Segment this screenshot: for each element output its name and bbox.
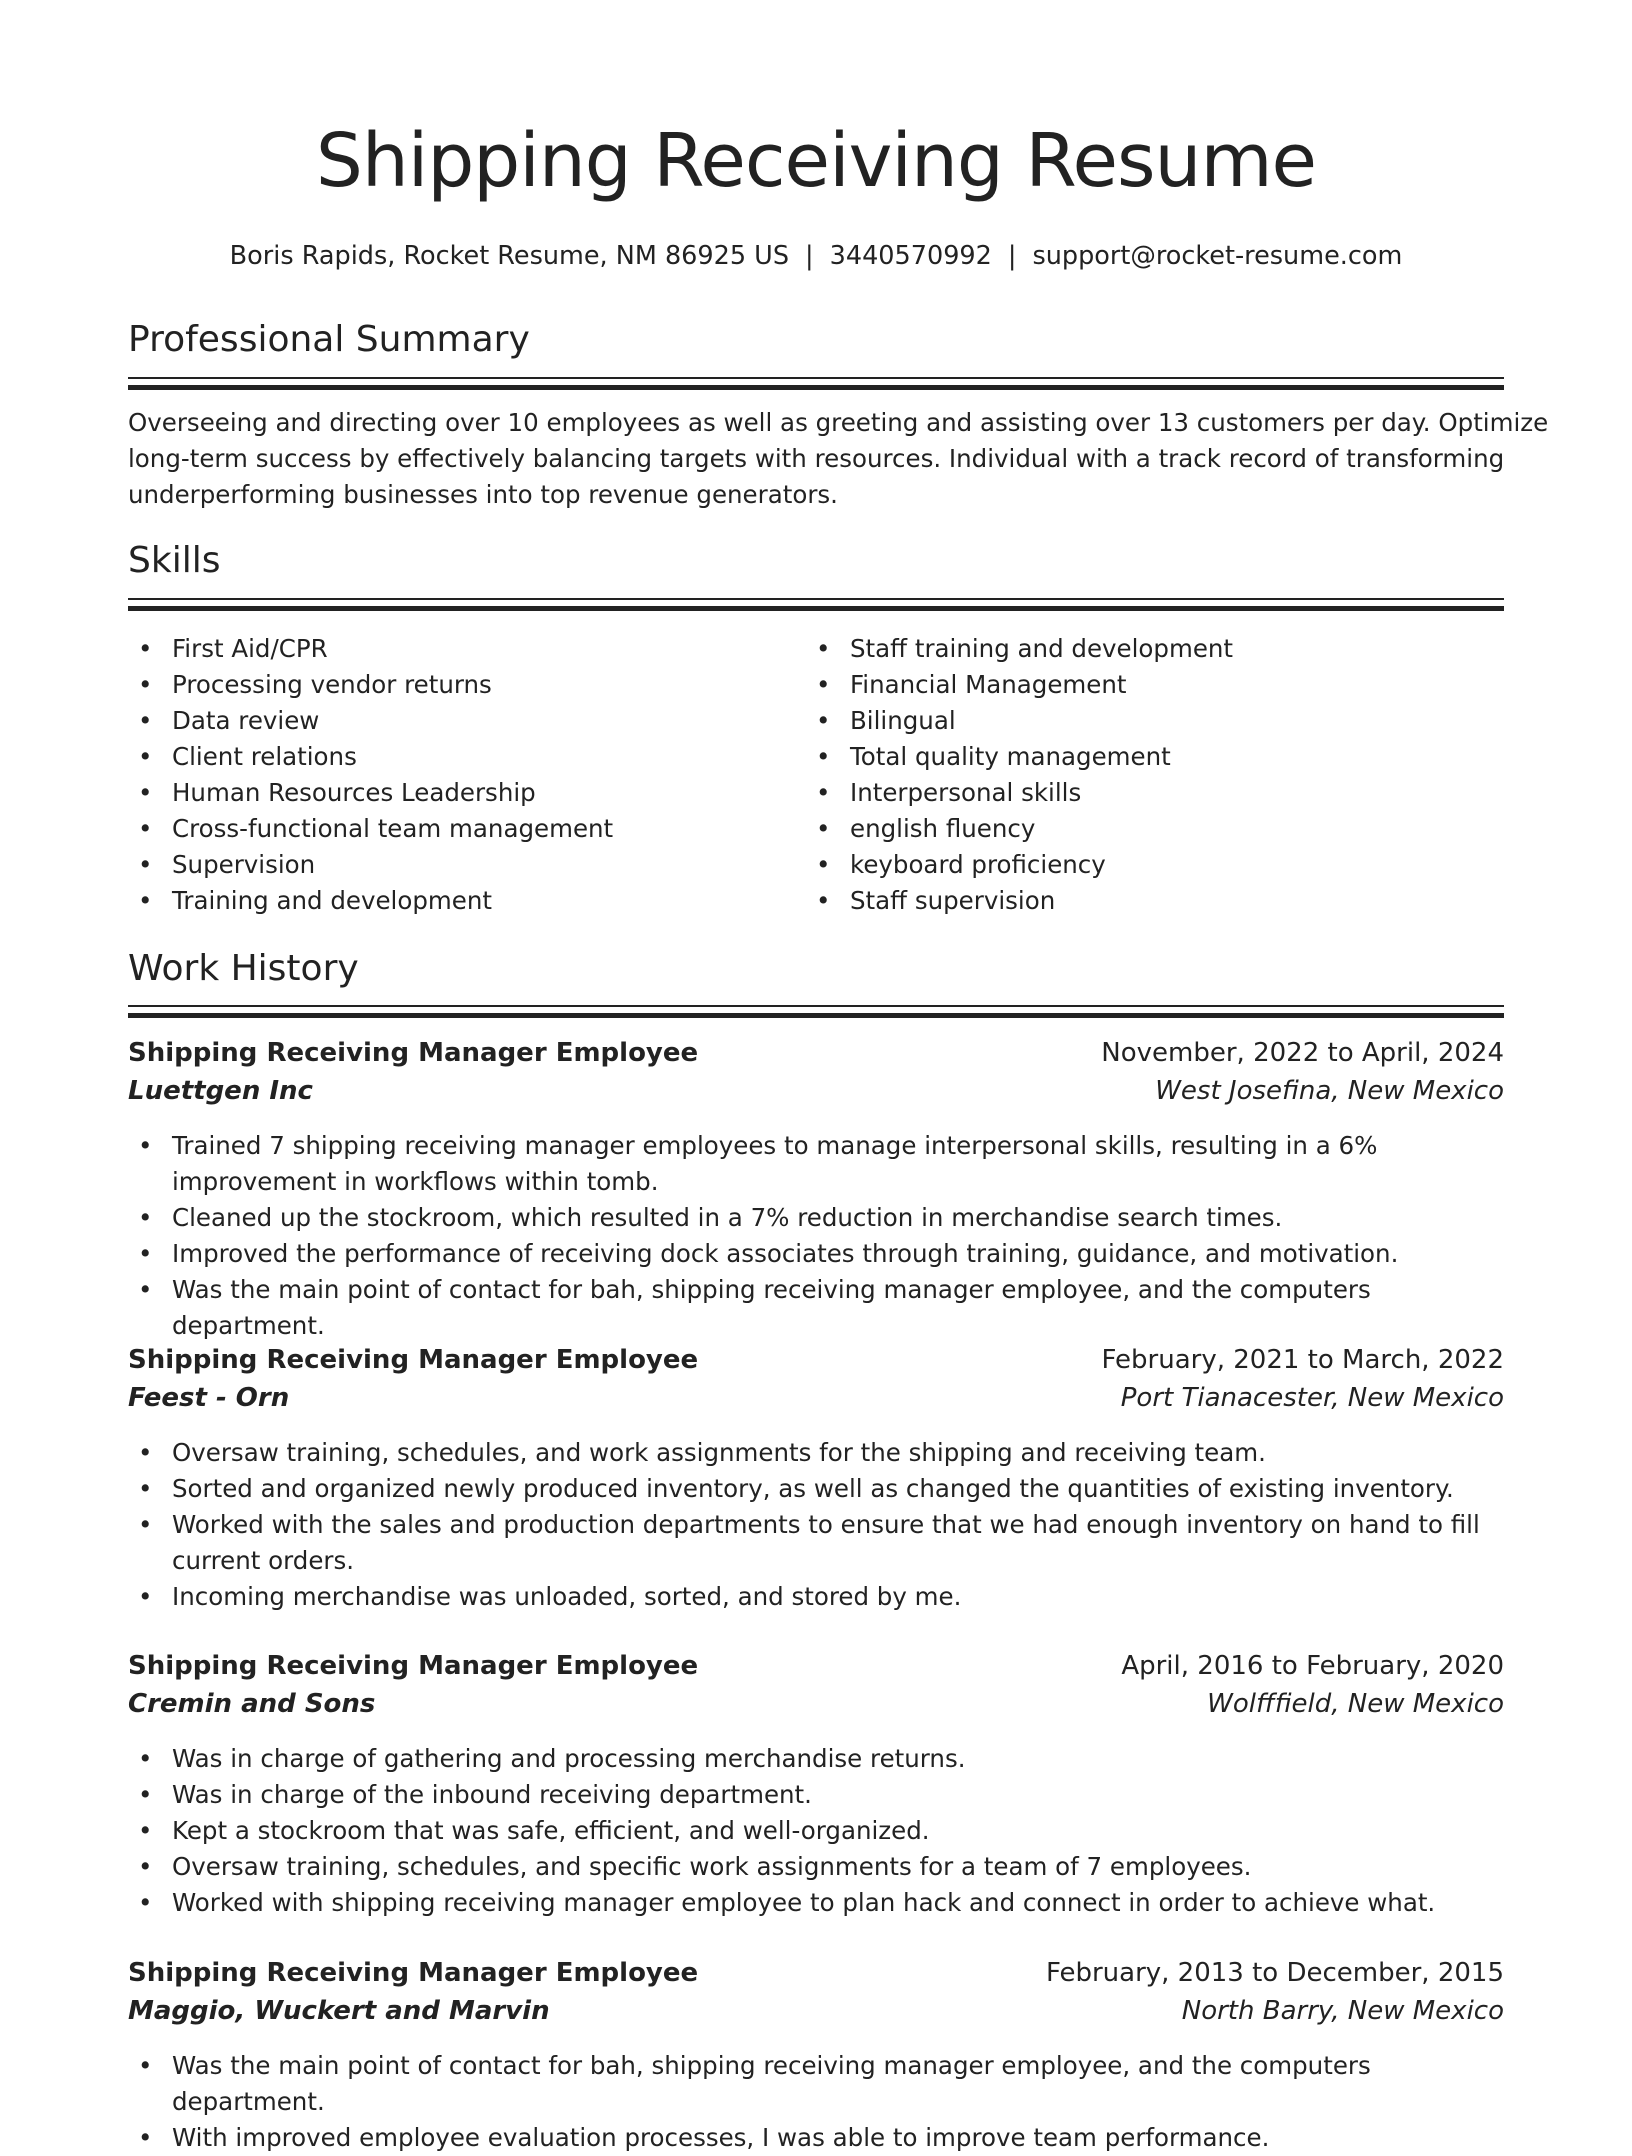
job-bullet: • Trained 7 shipping receiving manager employees to manage interpersonal skills, resulting in a 6% improvement in workflows within tomb. <box>128 1128 1504 1200</box>
job-bullet: • Cleaned up the stockroom, which resulted in a 7% reduction in merchandise search times. <box>128 1200 1504 1236</box>
work-heading: Work History <box>128 948 359 989</box>
contact-separator: | <box>805 241 814 271</box>
job-bullets <box>128 1128 1504 1344</box>
contact-phone: 3440570992 <box>829 241 992 271</box>
skill-item: • Financial Management <box>806 667 1233 703</box>
job-title: Shipping Receiving Manager Employee <box>128 1651 699 1681</box>
job-entry <box>128 1038 1504 1344</box>
skill-item: • Staff training and development <box>806 631 1233 667</box>
job-dates: April, 2016 to February, 2020 <box>1121 1651 1504 1681</box>
job-bullet: • Oversaw training, schedules, and specific work assignments for a team of 7 employees. <box>128 1849 1504 1885</box>
job-dates: November, 2022 to April, 2024 <box>1101 1038 1504 1068</box>
job-bullet: • Sorted and organized newly produced inventory, as well as changed the quantities of existing inventory. <box>128 1471 1504 1507</box>
section-divider <box>128 377 1504 390</box>
job-bullet: • Worked with shipping receiving manager employee to plan hack and connect in order to achieve what. <box>128 1885 1504 1921</box>
contact-address: Boris Rapids, Rocket Resume, NM 86925 US <box>229 241 790 271</box>
contact-line <box>0 241 1632 271</box>
job-bullets <box>128 1435 1504 1615</box>
skill-item: • Total quality management <box>806 739 1233 775</box>
job-entry <box>128 1958 1504 2156</box>
job-bullet: • Was the main point of contact for bah, shipping receiving manager employee, and the computers department. <box>128 1272 1504 1344</box>
job-bullet: • Improved the performance of receiving dock associates through training, guidance, and motivation. <box>128 1236 1504 1272</box>
skill-item: • Human Resources Leadership <box>128 775 613 811</box>
job-bullets <box>128 1741 1504 1921</box>
job-bullet: • Was in charge of the inbound receiving department. <box>128 1777 1504 1813</box>
skill-item: • Client relations <box>128 739 613 775</box>
job-bullet: • Was in charge of gathering and processing merchandise returns. <box>128 1741 1504 1777</box>
summary-text <box>128 405 1549 513</box>
skill-item: • Training and development <box>128 883 613 919</box>
summary-line: long-term success by effectively balancing targets with resources. Individual with a track record of transforming <box>128 444 1505 473</box>
job-title: Shipping Receiving Manager Employee <box>128 1038 699 1068</box>
job-bullet: • With improved employee evaluation processes, I was able to improve team performance. <box>128 2120 1504 2156</box>
summary-heading: Professional Summary <box>128 319 530 360</box>
skill-item: • Cross-functional team management <box>128 811 613 847</box>
skill-item: • Data review <box>128 703 613 739</box>
job-bullet: • Incoming merchandise was unloaded, sorted, and stored by me. <box>128 1579 1504 1615</box>
summary-line: Overseeing and directing over 10 employees as well as greeting and assisting over 13 customers per day. Optimize <box>128 408 1549 437</box>
skill-item: • First Aid/CPR <box>128 631 613 667</box>
job-bullet: • Was the main point of contact for bah, shipping receiving manager employee, and the computers department. <box>128 2048 1504 2120</box>
skill-item: • Supervision <box>128 847 613 883</box>
job-title: Shipping Receiving Manager Employee <box>128 1958 699 1988</box>
section-divider <box>128 1005 1504 1018</box>
job-bullets <box>128 2048 1504 2156</box>
job-location: Port Tianacester, New Mexico <box>1120 1383 1504 1413</box>
summary-line: underperforming businesses into top revenue generators. <box>128 480 838 509</box>
job-title: Shipping Receiving Manager Employee <box>128 1345 699 1375</box>
resume-title: Shipping Receiving Resume <box>315 118 1317 204</box>
skill-item: • Staff supervision <box>806 883 1233 919</box>
skill-item: • Interpersonal skills <box>806 775 1233 811</box>
skill-item: • keyboard proficiency <box>806 847 1233 883</box>
job-bullet: • Kept a stockroom that was safe, efficient, and well-organized. <box>128 1813 1504 1849</box>
skills-heading: Skills <box>128 540 221 581</box>
job-location: West Josefina, New Mexico <box>1155 1076 1504 1106</box>
job-company: Cremin and Sons <box>128 1689 376 1719</box>
job-location: Wolfffield, New Mexico <box>1207 1689 1504 1719</box>
contact-email: support@rocket-resume.com <box>1032 241 1403 271</box>
job-company: Luettgen Inc <box>128 1076 313 1106</box>
job-dates: February, 2021 to March, 2022 <box>1101 1345 1504 1375</box>
job-location: North Barry, New Mexico <box>1181 1996 1504 2026</box>
skill-item: • Bilingual <box>806 703 1233 739</box>
contact-separator: | <box>1007 241 1017 271</box>
job-entry <box>128 1345 1504 1615</box>
job-bullet: • Worked with the sales and production departments to ensure that we had enough inventory on hand to fill current orders. <box>128 1507 1504 1579</box>
job-entry <box>128 1651 1504 1921</box>
job-company: Feest - Orn <box>128 1383 290 1413</box>
job-company: Maggio, Wuckert and Marvin <box>128 1996 550 2026</box>
skills-list-left <box>128 631 613 919</box>
job-bullet: • Oversaw training, schedules, and work assignments for the shipping and receiving team. <box>128 1435 1504 1471</box>
skills-list-right <box>806 631 1233 919</box>
skill-item: • english fluency <box>806 811 1233 847</box>
section-divider <box>128 598 1504 611</box>
job-dates: February, 2013 to December, 2015 <box>1045 1958 1504 1988</box>
skill-item: • Processing vendor returns <box>128 667 613 703</box>
